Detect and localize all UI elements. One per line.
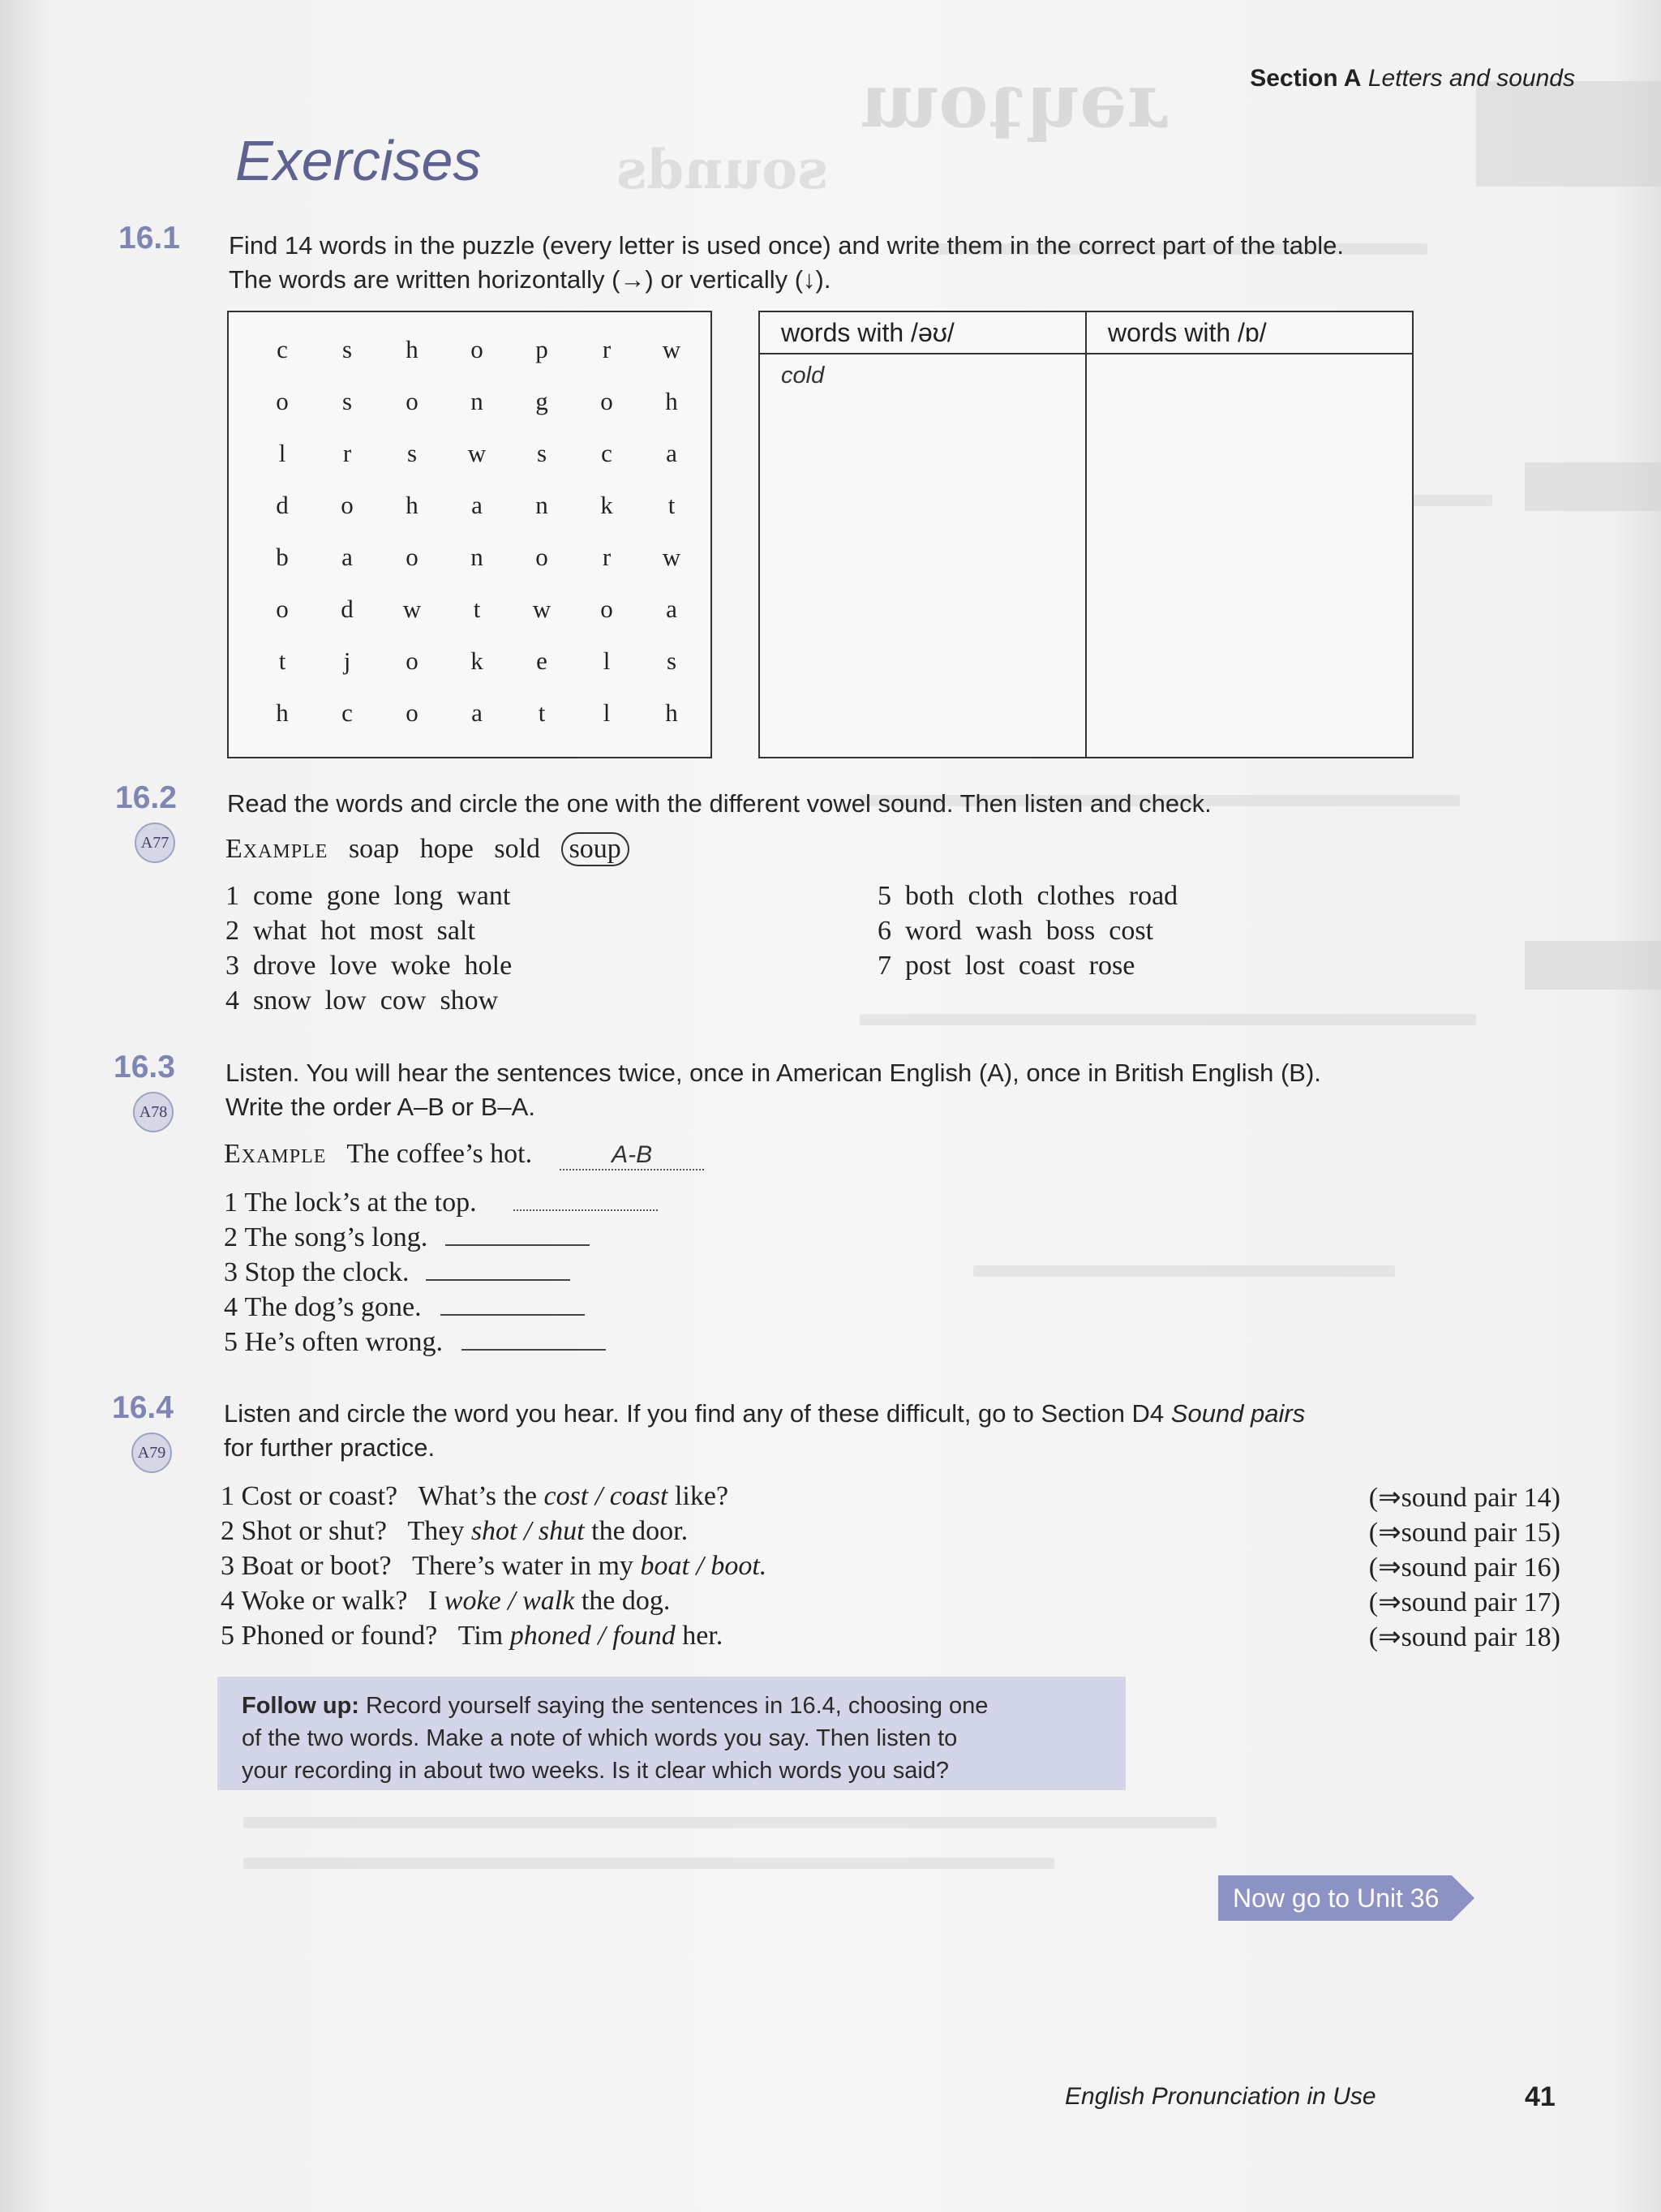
puzzle-letter[interactable]: h — [665, 698, 678, 727]
puzzle-letter[interactable]: r — [602, 543, 612, 571]
section-header — [1250, 65, 1575, 92]
listening-item — [221, 1586, 670, 1617]
puzzle-letter[interactable]: a — [471, 491, 483, 519]
vowel-word[interactable]: show — [440, 986, 499, 1016]
puzzle-letter[interactable]: l — [278, 439, 286, 467]
vowel-word[interactable]: low — [324, 986, 367, 1016]
show-through-tab — [1525, 462, 1661, 511]
exercise-number: 16.2 — [115, 780, 177, 815]
puzzle-letter[interactable]: a — [471, 698, 483, 727]
show-through-line — [243, 1858, 1054, 1869]
follow-up-text: Record yourself saying the sentences in 16.4, choosing one — [366, 1693, 989, 1719]
item-sentence-start: I — [427, 1586, 438, 1616]
puzzle-letter[interactable]: o — [535, 543, 548, 571]
sound-pair-link[interactable]: (⇒sound pair 18) — [1368, 1622, 1560, 1652]
item-number: 2 — [225, 916, 239, 946]
follow-up-text: your recording in about two weeks. Is it clear which words you said? — [242, 1758, 950, 1784]
item-number: 3 — [225, 951, 239, 981]
item-sentence-end: the door. — [591, 1516, 689, 1546]
item-sentence-start: What’s the — [418, 1481, 537, 1511]
item-number: 2 — [224, 1222, 238, 1252]
puzzle-letter[interactable]: c — [341, 698, 353, 727]
cd-icon: A77 — [135, 823, 175, 863]
vowel-word[interactable]: love — [329, 951, 377, 981]
cd-icon: A78 — [133, 1092, 174, 1132]
puzzle-letter[interactable]: b — [276, 543, 289, 571]
sentence-text: He’s often wrong. — [244, 1327, 444, 1357]
vowel-item — [878, 881, 1178, 912]
example-word: sold — [494, 834, 541, 864]
vowel-word[interactable]: both — [905, 881, 955, 911]
puzzle-letter[interactable]: t — [667, 491, 676, 519]
puzzle-letter[interactable]: c — [277, 335, 288, 363]
vowel-word[interactable]: cow — [380, 986, 427, 1016]
item-number: 5 — [224, 1327, 238, 1357]
show-through-line — [243, 1817, 1217, 1828]
vowel-word[interactable]: rose — [1088, 951, 1135, 981]
instruction — [224, 1397, 1305, 1431]
sentence-text: Stop the clock. — [244, 1257, 410, 1287]
instruction: Listen. You will hear the sentences twice, once in American English (A), once in British English (B). — [225, 1059, 1321, 1087]
word-options[interactable]: cost / coast — [543, 1481, 668, 1511]
puzzle-letter[interactable]: w — [532, 595, 552, 623]
example-answer: A-B — [560, 1141, 704, 1170]
item-sentence-end: like? — [674, 1481, 729, 1511]
vowel-word[interactable]: hot — [320, 916, 356, 946]
vowel-word[interactable]: word — [905, 916, 962, 946]
puzzle-letter[interactable]: h — [406, 335, 418, 363]
item-number: 4 — [224, 1292, 238, 1322]
vowel-word[interactable]: hole — [464, 951, 513, 981]
answer-blank[interactable] — [426, 1260, 570, 1281]
answer-blank[interactable] — [440, 1295, 585, 1316]
answer-blank[interactable] — [445, 1225, 590, 1246]
section-title: Letters and sounds — [1367, 65, 1575, 92]
sound-pair-link[interactable]: (⇒sound pair 17) — [1368, 1587, 1560, 1617]
puzzle-letter[interactable]: t — [473, 595, 481, 623]
puzzle-letter[interactable]: w — [662, 543, 681, 571]
vowel-word[interactable]: want — [457, 881, 511, 911]
vowel-word[interactable]: lost — [964, 951, 1005, 981]
vowel-word[interactable]: woke — [390, 951, 451, 981]
follow-up-box — [217, 1677, 1126, 1790]
item-sentence-end: the dog. — [581, 1586, 671, 1616]
vowel-word[interactable]: clothes — [1037, 881, 1115, 911]
puzzle-letter[interactable]: l — [603, 646, 611, 675]
item-number: 5 — [878, 881, 891, 911]
example-line — [225, 832, 629, 866]
puzzle-letter[interactable]: k — [600, 491, 613, 519]
vowel-word[interactable]: post — [905, 951, 951, 981]
word-options[interactable]: boat / boot. — [640, 1551, 767, 1581]
listening-item — [221, 1481, 728, 1512]
item-question: Boat or boot? — [241, 1551, 392, 1581]
puzzle-letter[interactable]: l — [603, 698, 611, 727]
book-title: English Pronunciation in Use — [1065, 2083, 1376, 2110]
example-label: Example — [224, 1139, 327, 1169]
puzzle-letter[interactable]: s — [666, 646, 677, 675]
instruction: Find 14 words in the puzzle (every letter is used once) and write them in the correct part of the table. — [229, 231, 1345, 260]
sentence-text: The dog’s gone. — [244, 1292, 422, 1322]
vowel-word[interactable]: most — [369, 916, 423, 946]
example-label: Example — [225, 834, 328, 864]
item-question: Cost or coast? — [241, 1481, 398, 1511]
vowel-word[interactable]: salt — [436, 916, 475, 946]
vowel-word[interactable]: cost — [1109, 916, 1154, 946]
follow-up-text: of the two words. Make a note of which words you say. Then listen to — [242, 1725, 958, 1751]
sound-pair-link[interactable]: (⇒sound pair 15) — [1368, 1518, 1560, 1548]
puzzle-letter[interactable]: a — [341, 543, 353, 571]
puzzle-letter[interactable]: h — [276, 698, 289, 727]
sentence-item — [224, 1222, 590, 1253]
sentence-item — [224, 1188, 658, 1218]
show-through-title: ɹǝɥʇoɯ — [860, 57, 1170, 144]
puzzle-letter[interactable]: s — [341, 335, 353, 363]
page-number: 41 — [1525, 2081, 1556, 2112]
item-number: 7 — [878, 951, 891, 981]
instruction: Write the order A–B or B–A. — [225, 1093, 535, 1121]
vowel-word[interactable]: wash — [975, 916, 1032, 946]
puzzle-grid — [250, 324, 704, 739]
puzzle-letter[interactable]: d — [276, 491, 289, 519]
word-options[interactable]: shot / shut — [470, 1516, 585, 1546]
vowel-item — [878, 951, 1135, 981]
instruction-reference: Sound pairs — [1170, 1399, 1306, 1428]
example-word: hope — [419, 834, 474, 864]
vowel-item — [225, 916, 475, 947]
answer-blank[interactable] — [461, 1329, 606, 1351]
vowel-item — [878, 916, 1153, 947]
puzzle-letter[interactable]: o — [600, 387, 613, 415]
puzzle-letter[interactable]: e — [536, 646, 547, 675]
word-options[interactable]: phoned / found — [509, 1621, 676, 1651]
exercise-number: 16.4 — [112, 1390, 174, 1425]
sound-pair-link[interactable]: (⇒sound pair 16) — [1368, 1553, 1560, 1583]
sentence-item — [224, 1257, 570, 1288]
puzzle-letter[interactable]: w — [467, 439, 487, 467]
sentence-text: The lock’s at the top. — [244, 1188, 477, 1218]
item-number: 4 — [221, 1586, 234, 1616]
item-number: 3 — [224, 1257, 238, 1287]
page-title: Exercises — [235, 129, 482, 192]
puzzle-letter[interactable]: o — [470, 335, 483, 363]
puzzle-letter[interactable]: g — [535, 387, 548, 415]
vowel-item — [225, 881, 510, 912]
instruction-text: Listen and circle the word you hear. If you find any of these difficult, go to Section D4 — [224, 1399, 1165, 1428]
item-question: Woke or walk? — [241, 1586, 408, 1616]
vowel-word[interactable]: long — [393, 881, 444, 911]
puzzle-letter[interactable]: w — [402, 595, 422, 623]
item-number: 5 — [221, 1621, 234, 1651]
column-header: words with /əʊ/ — [760, 312, 1085, 354]
sentence-item — [224, 1327, 606, 1358]
vowel-word[interactable]: drove — [253, 951, 316, 981]
puzzle-letter[interactable]: p — [535, 335, 548, 363]
vowel-item — [225, 951, 512, 981]
sentence-item — [224, 1292, 585, 1323]
next-unit-button[interactable] — [1218, 1875, 1525, 1921]
puzzle-letter[interactable]: n — [535, 491, 548, 519]
puzzle-letter[interactable]: o — [276, 387, 289, 415]
puzzle-letter[interactable]: r — [342, 439, 352, 467]
arrow-right-icon — [1452, 1875, 1474, 1921]
column-header: words with /ɒ/ — [1087, 312, 1412, 354]
sentence-text: The song’s long. — [244, 1222, 428, 1252]
puzzle-letter[interactable]: h — [665, 387, 678, 415]
puzzle-letter[interactable]: a — [666, 595, 677, 623]
item-sentence-start: They — [407, 1516, 465, 1546]
puzzle-letter[interactable]: o — [276, 595, 289, 623]
puzzle-letter[interactable]: n — [470, 543, 483, 571]
puzzle-letter[interactable]: s — [536, 439, 547, 467]
show-through-line — [860, 1014, 1476, 1025]
instruction: The words are written horizontally (→) or vertically (↓). — [229, 265, 831, 294]
puzzle-letter[interactable]: o — [600, 595, 613, 623]
follow-up-label: Follow up: — [242, 1693, 359, 1719]
puzzle-letter[interactable]: s — [341, 387, 353, 415]
show-through-tab — [1525, 941, 1661, 990]
vowel-word[interactable]: road — [1128, 881, 1178, 911]
example-sentence: The coffee’s hot. — [346, 1139, 533, 1169]
puzzle-letter[interactable]: o — [341, 491, 354, 519]
puzzle-letter[interactable]: w — [662, 335, 681, 363]
puzzle-letter[interactable]: h — [406, 491, 418, 519]
vowel-word[interactable]: cloth — [968, 881, 1024, 911]
cd-icon: A79 — [131, 1432, 172, 1473]
example-line — [224, 1139, 704, 1170]
word-puzzle — [227, 311, 712, 758]
vowel-word[interactable]: snow — [253, 986, 311, 1016]
sound-pair-link[interactable]: (⇒sound pair 14) — [1368, 1483, 1560, 1513]
vowel-word[interactable]: boss — [1045, 916, 1096, 946]
puzzle-letter[interactable]: s — [406, 439, 418, 467]
answer-table — [758, 311, 1414, 758]
puzzle-letter[interactable]: o — [406, 646, 418, 675]
item-sentence-end: her. — [682, 1621, 723, 1651]
item-sentence-start: There’s water in my — [412, 1551, 633, 1581]
item-sentence-start: Tim — [457, 1621, 504, 1651]
puzzle-letter[interactable]: o — [406, 698, 418, 727]
item-number: 1 — [224, 1188, 238, 1218]
puzzle-letter[interactable]: r — [602, 335, 612, 363]
item-number: 6 — [878, 916, 891, 946]
listening-item — [221, 1551, 766, 1582]
vowel-word[interactable]: come — [253, 881, 313, 911]
exercise-number: 16.3 — [114, 1050, 175, 1085]
puzzle-letter[interactable]: o — [406, 387, 418, 415]
instruction: Read the words and circle the one with the different vowel sound. Then listen and check. — [227, 789, 1212, 818]
puzzle-letter[interactable]: o — [406, 543, 418, 571]
puzzle-letter[interactable]: c — [601, 439, 612, 467]
exercise-number: 16.1 — [118, 221, 180, 256]
example-answer-circled: soup — [561, 832, 629, 866]
item-question: Phoned or found? — [241, 1621, 438, 1651]
answer-column-ou[interactable] — [760, 312, 1085, 757]
answer-blank[interactable] — [513, 1209, 658, 1211]
listening-item — [221, 1516, 688, 1547]
puzzle-letter[interactable]: t — [538, 698, 546, 727]
show-through-line — [973, 1265, 1395, 1277]
example-word: soap — [348, 834, 400, 864]
item-number: 3 — [221, 1551, 234, 1581]
section-label: Section A — [1250, 65, 1362, 92]
next-unit-label: Now go to Unit 36 — [1218, 1875, 1452, 1921]
item-number: 4 — [225, 986, 239, 1016]
show-through-tab — [1476, 81, 1661, 187]
vowel-word[interactable]: gone — [326, 881, 380, 911]
vowel-word[interactable]: what — [253, 916, 307, 946]
item-number: 1 — [221, 1481, 234, 1511]
show-through-subtitle: sounds — [616, 138, 828, 201]
puzzle-letter[interactable]: k — [470, 646, 483, 675]
item-number: 2 — [221, 1516, 234, 1546]
item-question: Shot or shut? — [241, 1516, 387, 1546]
puzzle-letter[interactable]: n — [470, 387, 483, 415]
puzzle-letter[interactable]: a — [666, 439, 677, 467]
listening-item — [221, 1621, 723, 1651]
word-options[interactable]: woke / walk — [444, 1586, 575, 1616]
vowel-word[interactable]: coast — [1018, 951, 1075, 981]
item-number: 1 — [225, 881, 239, 911]
answer-column-o[interactable] — [1085, 312, 1412, 757]
instruction: for further practice. — [224, 1433, 436, 1462]
handwritten-entry: cold — [781, 363, 825, 389]
vowel-item — [225, 986, 498, 1016]
puzzle-letter[interactable]: t — [278, 646, 286, 675]
puzzle-letter[interactable]: d — [341, 595, 354, 623]
puzzle-letter[interactable]: j — [343, 646, 351, 675]
